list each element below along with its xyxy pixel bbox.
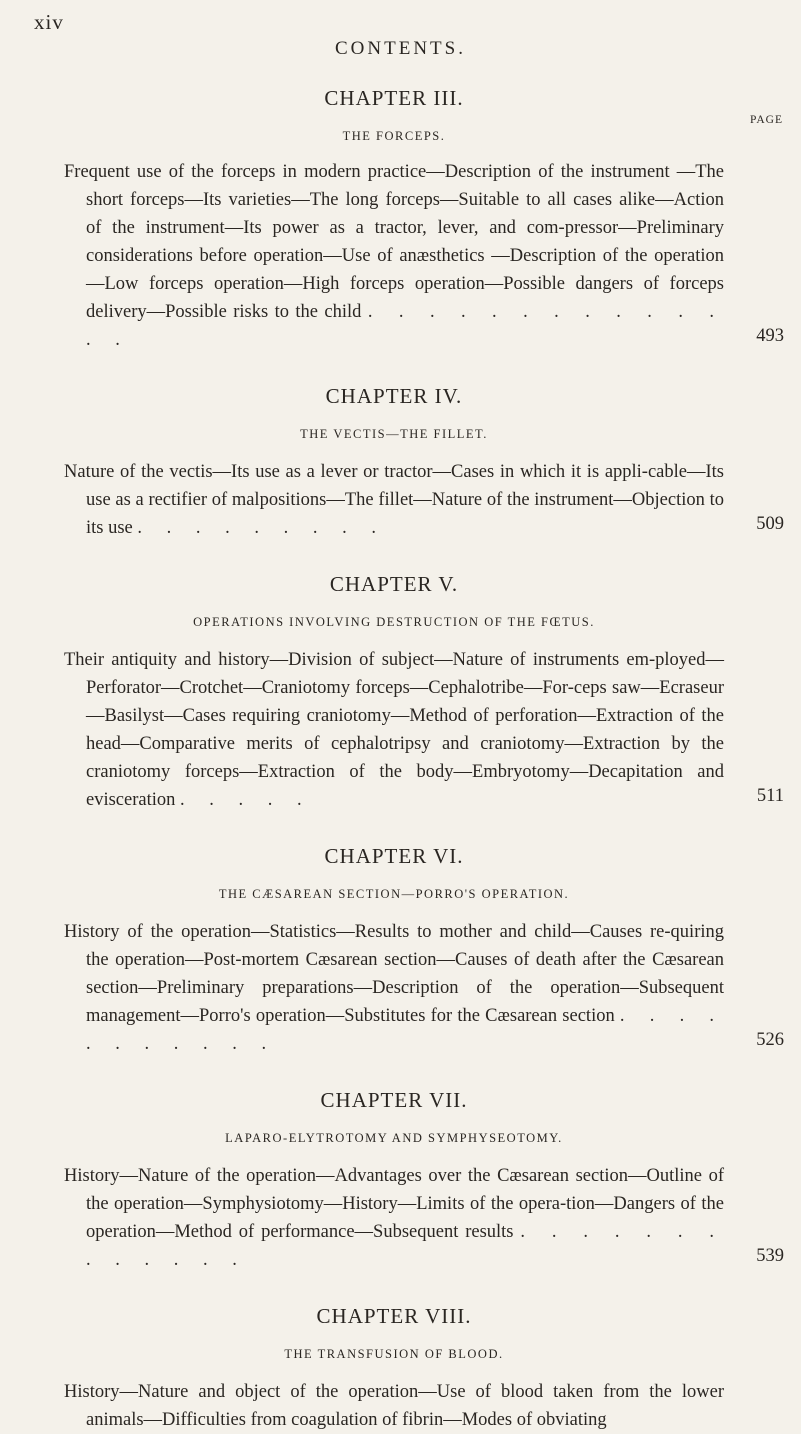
chapter-title: CHAPTER V. [329, 572, 459, 596]
dot-leader: . . . . . . . . . . . . . . [86, 302, 725, 350]
chapter-summary: History—Nature and object of the operation—Use of blood taken from the lower animals—Difficulties from coagulation of fibrin—Modes of obviating [64, 1382, 724, 1430]
chapter-subtitle: LAPARO-ELYTROTOMY AND SYMPHYSEOTOMY. [225, 1131, 563, 1145]
chapter-subtitle: THE TRANSFUSION OF BLOOD. [284, 1347, 504, 1361]
chapter-7 [64, 1088, 784, 1274]
chapter-summary-text: Frequent use of the forceps in modern practice—Description of the instrument —The short forceps—Its varieties—The long forceps—Suitable to all cases alike—Action of the instrument—Its power as a tractor, lever, and com-pressor—Preliminary considerations before operation—Use of anæsthetics —Description of the operation—Low forceps operation—High forceps operation—Possible dangers of forceps delivery—Possible risks to the child [64, 162, 724, 322]
chapter-subtitle: THE FORCEPS. [342, 129, 446, 143]
chapter-subtitle: THE VECTIS—THE FILLET. [300, 427, 488, 441]
chapter-8 [64, 1304, 724, 1434]
chapter-summary [64, 646, 724, 814]
page-number: xiv [34, 10, 64, 34]
page-reference: 493 [756, 326, 784, 346]
running-title: CONTENTS. [335, 38, 466, 59]
dot-leader: . . . . . . . . . . . [86, 1006, 725, 1054]
page-column-label: PAGE [750, 114, 783, 126]
chapter-subtitle: THE CÆSAREAN SECTION—PORRO'S OPERATION. [218, 887, 570, 901]
chapter-4 [64, 384, 784, 542]
dot-leader: . . . . . [180, 790, 312, 810]
chapter-summary-text: History—Nature of the operation—Advantages over the Cæsarean section—Outline of the operation—Symphysiotomy—History—Limits of the opera-tion—Dangers of the operation—Method of performance—Subsequent results [64, 1166, 724, 1242]
chapter-summary-text: History of the operation—Statistics—Results to mother and child—Causes re-quiring the operation—Post-mortem Cæsarean section—Causes of death after the Cæsarean section—Preliminary preparations—Description of the operation—Subsequent management—Porro's operation—Substitutes for the Cæsarean section [64, 922, 724, 1026]
chapter-summary [64, 458, 724, 542]
chapter-title: CHAPTER III. [324, 86, 464, 110]
page-reference: 526 [756, 1030, 784, 1050]
dot-leader: . . . . . . . . . . . . . [86, 1222, 724, 1270]
chapter-summary-text: Their antiquity and history—Division of subject—Nature of instruments em-ployed—Perforator—Crotchet—Craniotomy forceps—Cephalotribe—For-ceps saw—Ecraseur—Basilyst—Cases requiring craniotomy—Method of perforation—Extraction of the head—Comparative merits of cephalotripsy and craniotomy—Extraction by the craniotomy forceps—Extraction of the body—Embryotomy—Decapitation and evisceration [64, 650, 724, 810]
page-reference: 509 [756, 514, 784, 534]
chapter-subtitle: OPERATIONS INVOLVING DESTRUCTION OF THE FŒTUS. [193, 615, 595, 629]
chapter-summary [64, 918, 724, 1058]
page-reference: 539 [756, 1246, 784, 1266]
page-reference: 511 [756, 786, 784, 806]
chapter-5 [64, 572, 784, 814]
chapter-title: CHAPTER VI. [324, 844, 464, 868]
chapter-title: CHAPTER VII. [320, 1088, 468, 1112]
chapter-summary-text: Nature of the vectis—Its use as a lever or tractor—Cases in which it is appli-cable—Its use as a rectifier of malpositions—The fillet—Nature of the instrument—Objection to its use [64, 462, 724, 538]
chapter-summary [64, 158, 724, 354]
chapter-title: CHAPTER VIII. [316, 1304, 472, 1328]
chapter-title: CHAPTER IV. [325, 384, 463, 408]
chapter-6 [64, 844, 784, 1058]
dot-leader: . . . . . . . . . [137, 518, 387, 538]
chapter-summary [64, 1162, 724, 1274]
